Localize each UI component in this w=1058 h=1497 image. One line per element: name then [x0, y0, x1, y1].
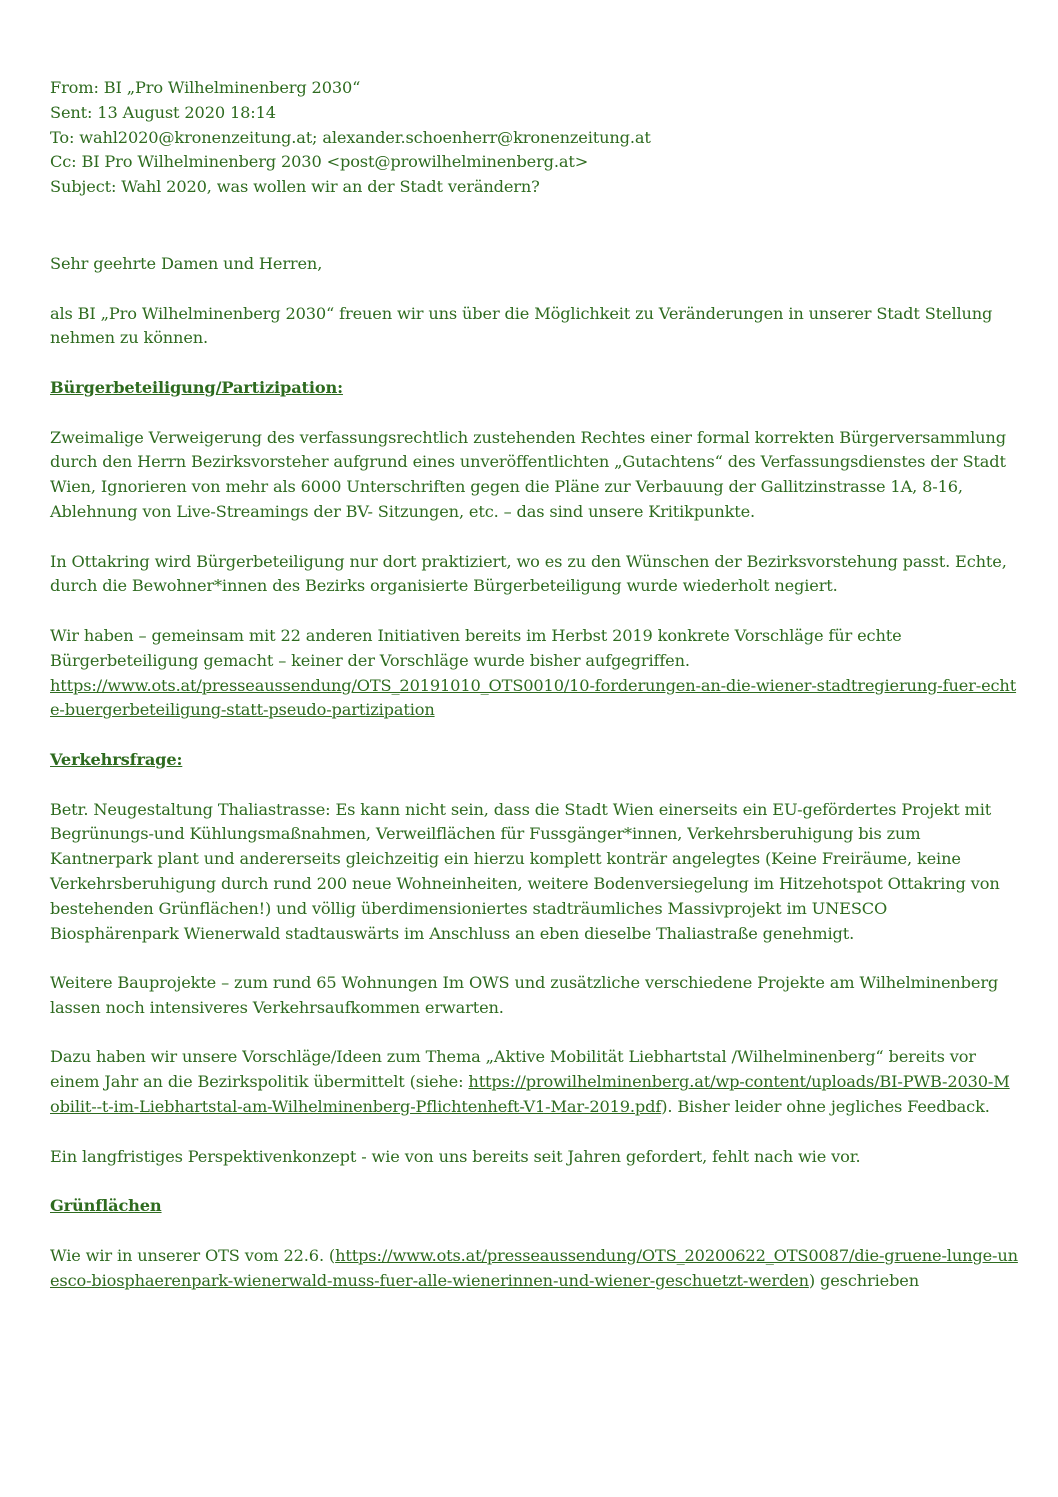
email-subject: Subject: Wahl 2020, was wollen wir an der Stadt verändern? — [50, 177, 540, 197]
heading-verkehrsfrage: Verkehrsfrage: — [50, 749, 183, 769]
paragraph-ottakring: In Ottakring wird Bürgerbeteiligung nur dort praktiziert, wo es zu den Wünschen der Bezirksvorstehung passt. Echte, durch die Bewohner*innen des Bezirks organisierte Bürgerbeteiligung wurde wiederholt negiert. — [50, 551, 1007, 596]
paragraph-bauprojekte: Weitere Bauprojekte – zum rund 65 Wohnungen Im OWS und zusätzliche verschiedene Projekte am Wilhelminenberg lassen noch intensiveres Verkehrsaufkommen erwarten. — [50, 973, 999, 1017]
paragraph-verweigerung: Zweimalige Verweigerung des verfassungsrechtlich zustehenden Rechtes einer formal korrekten Bürgerversammlung durch den Herrn Bezirksvorsteher aufgrund eines unveröffentlichten „Gutachtens“ des Verfassungsdienstes der Stadt Wien, Ignorieren von mehr als 6000 Unterschriften gegen die Pläne zur Verbauung der Gallitzinstrasse 1A, 8-16, Ablehnung von Live-Streamings der BV- Sitzungen, etc. – das sind unsere Kritikpunkte. — [50, 427, 1006, 521]
paragraph-ots — [50, 1244, 1018, 1294]
paragraph-thaliastrasse: Betr. Neugestaltung Thaliastrasse: Es kann nicht sein, dass die Stadt Wien einerseits ein EU-gefördertes Projekt mit Begrünungs-und Kühlungsmaßnahmen, Verweilflächen für Fussgänger*innen, Verkehrsberuhigung bis zum Kantnerpark plant und andererseits gleichzeitig ein hierzu komplett konträr angelegtes (Keine Freiräume, keine Verkehrsberuhigung durch rund 200 neue Wohneinheiten, weitere Bodenversiegelung im Hitzehotspot Ottakring von bestehenden Grünflächen!) und völlig überdimensioniertes stadträumliches Massivprojekt im UNESCO Biosphärenpark Wienerwald stadtauswärts im Anschluss an eben dieselbe Thaliastraße genehmigt. — [50, 799, 1000, 943]
email-from: From: BI „Pro Wilhelminenberg 2030“ — [50, 78, 361, 97]
ots-gruene-lunge-link[interactable]: https://www.ots.at/presseaussendung/OTS_20200622_OTS0087/die-gruene-lunge-unesco-biosphaerenpark-wienerwald-muss-fuer-alle-wienerinnen-und-wiener-geschuetzt-werden — [50, 1245, 1018, 1290]
email-to: To: wahl2020@kronenzeitung.at; alexander.schoenherr@kronenzeitung.at — [50, 127, 651, 147]
paragraph-mobilitaet-text: Dazu haben wir unsere Vorschläge/Ideen zum Thema „Aktive Mobilität Liebhartstal /Wilhelminenberg“ bereits vor einem Jahr an die Bezirkspolitik übermittelt (siehe: — [50, 1047, 976, 1092]
greeting: Sehr geehrte Damen und Herren, — [50, 253, 323, 273]
paragraph-mobilitaet — [50, 1045, 1018, 1119]
heading-gruenflaechen: Grünflächen — [50, 1196, 162, 1216]
paragraph-mobilitaet-end: ). Bisher leider ohne jegliches Feedback. — [661, 1097, 990, 1117]
intro-paragraph: als BI „Pro Wilhelminenberg 2030“ freuen wir uns über die Möglichkeit zu Veränderungen in unserer Stadt Stellung nehmen zu können. — [50, 303, 993, 348]
pflichtenheft-link[interactable]: https://prowilhelminenberg.at/wp-content/uploads/BI-PWB-2030-Mobilit--t-im-Liebhartstal-am-Wilhelminenberg-Pflichtenheft-V1-Mar-2019.pdf — [50, 1072, 1010, 1117]
paragraph-ots-text: Wie wir in unserer OTS vom 22.6. ( — [50, 1245, 336, 1265]
paragraph-perspektivenkonzept: Ein langfristiges Perspektivenkonzept - wie von uns bereits seit Jahren gefordert, fehlt nach wie vor. — [50, 1146, 861, 1166]
email-sent: Sent: 13 August 2020 18:14 — [50, 102, 276, 122]
email-cc: Cc: BI Pro Wilhelminenberg 2030 <post@prowilhelminenberg.at> — [50, 152, 589, 172]
heading-buergerbeteiligung: Bürgerbeteiligung/Partizipation: — [50, 377, 343, 397]
paragraph-ots-end: ) geschrieben — [808, 1270, 919, 1290]
paragraph-initiativen — [50, 624, 1018, 723]
ots-forderungen-link[interactable]: https://www.ots.at/presseaussendung/OTS_20191010_OTS0010/10-forderungen-an-die-wiener-stadtregierung-fuer-echte-buergerbeteiligung-statt-pseudo-partizipation — [50, 675, 1017, 720]
paragraph-initiativen-text: Wir haben – gemeinsam mit 22 anderen Initiativen bereits im Herbst 2019 konkrete Vorschläge für echte Bürgerbeteiligung gemacht – keiner der Vorschläge wurde bisher aufgegriffen. — [50, 625, 902, 670]
email-header — [50, 76, 1018, 200]
